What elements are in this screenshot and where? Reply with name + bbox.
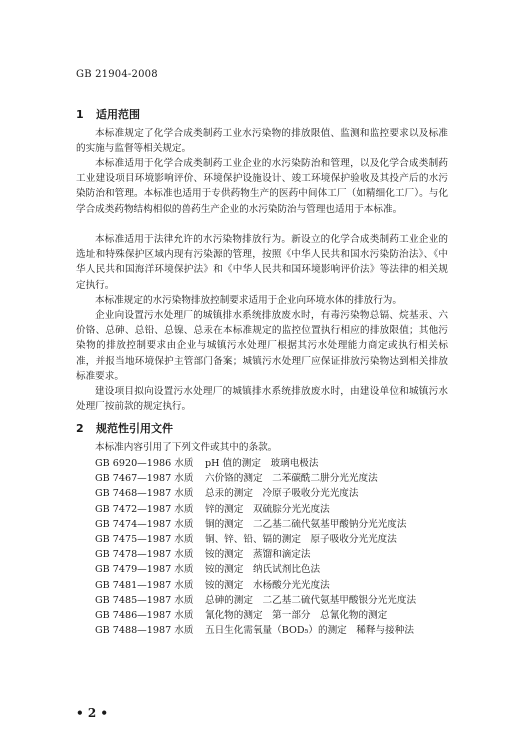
reference-title: 铵的测定 纳氏试剂比色法 <box>205 564 321 576</box>
reference-code: GB 7467—1987 水质 <box>95 473 194 485</box>
reference-code: GB 7479—1987 水质 <box>95 564 194 576</box>
section-number: 1 <box>76 108 84 121</box>
reference-item <box>95 502 416 517</box>
reference-item <box>95 562 416 577</box>
section-heading-references <box>76 420 173 436</box>
paragraph: 本标准适用于化学合成类制药工业企业的水污染防治和管理，以及化学合成类制药工业建设项目环境影响评价、环境保护设施设计、竣工环境保护验收及其投产后的水污染防治和管理。本标准也适用于专供药物生产的医药中间体工厂（如精细化工厂）。与化学合成类药物结构相似的兽药生产企业的水污染防治与管理也适用于本标准。 <box>76 158 448 215</box>
document-header: GB 21904-2008 <box>76 69 158 80</box>
reference-title: 铵的测定 蒸馏和滴定法 <box>205 549 311 561</box>
section-title: 适用范围 <box>96 108 140 121</box>
reference-item <box>95 593 416 608</box>
reference-item <box>95 532 416 547</box>
reference-item <box>95 547 416 562</box>
reference-code: GB 7485—1987 水质 <box>95 594 194 606</box>
reference-code: GB 6920—1986 水质 <box>95 458 194 469</box>
reference-title: 铜、锌、铅、镉的测定 原子吸收分光光度法 <box>205 534 397 546</box>
section-title: 规范性引用文件 <box>96 422 173 435</box>
reference-code: GB 7468—1987 水质 <box>95 488 194 500</box>
section-number: 2 <box>76 422 84 435</box>
paragraph: 本标准规定的水污染物排放控制要求适用于企业向环境水体的排放行为。 <box>95 295 402 306</box>
reference-title: 总汞的测定 冷原子吸收分光光度法 <box>205 488 359 500</box>
paragraph: 本标准规定了化学合成类制药工业水污染物的排放限值、监测和监控要求以及标准的实施与监督等相关规定。 <box>76 128 448 155</box>
reference-title: 氰化物的测定 第一部分 总氰化物的测定 <box>205 610 388 622</box>
reference-code: GB 7478—1987 水质 <box>95 549 194 561</box>
reference-code: GB 7488—1987 水质 <box>95 625 194 637</box>
reference-item <box>95 471 416 486</box>
reference-item <box>95 456 416 471</box>
reference-title: 总砷的测定 二乙基二硫代氨基甲酸银分光光度法 <box>205 594 417 606</box>
reference-code: GB 7486—1987 水质 <box>95 610 194 622</box>
reference-title: 六价铬的测定 二苯碳酰二肼分光光度法 <box>205 473 378 485</box>
reference-item <box>95 517 416 532</box>
page-number: • 2 • <box>76 706 109 720</box>
paragraph: 本标准适用于法律允许的水污染物排放行为。新设立的化学合成类制药工业企业的选址和特殊保护区域内现有污染源的管理，按照《中华人民共和国水污染防治法》、《中华人民共和国海洋环境保护法》和《中华人民共和国环境影响评价法》等法律的相关规定执行。 <box>76 234 448 291</box>
paragraph: 企业向设置污水处理厂的城镇排水系统排放废水时，有毒污染物总镉、烷基汞、六价铬、总砷、总铅、总镍、总汞在本标准规定的监控位置执行相应的排放限值；其他污染物的排放控制要求由企业与城镇污水处理厂根据其污水处理能力商定或执行相关标准，并报当地环境保护主管部门备案；城镇污水处理厂应保证排放污染物达到相关排放标准要求。 <box>76 310 448 382</box>
reference-title: 锌的测定 双硫腙分光光度法 <box>205 503 330 515</box>
reference-title: 五日生化需氧量（BOD₅）的测定 稀释与接种法 <box>205 625 414 637</box>
references-intro: 本标准内容引用了下列文件或其中的条款。 <box>95 442 278 453</box>
reference-code: GB 7474—1987 水质 <box>95 518 194 530</box>
paragraph: 建设项目拟向设置污水处理厂的城镇排水系统排放废水时，由建设单位和城镇污水处理厂按前款的规定执行。 <box>76 386 448 413</box>
reference-item <box>95 623 416 638</box>
reference-item <box>95 578 416 593</box>
reference-title: pH 值的测定 玻璃电极法 <box>205 458 319 469</box>
reference-item <box>95 486 416 501</box>
reference-title: 铜的测定 二乙基二硫代氨基甲酸钠分光光度法 <box>205 518 407 530</box>
reference-code: GB 7481—1987 水质 <box>95 579 194 591</box>
section-heading-scope <box>76 106 140 122</box>
reference-title: 铵的测定 水杨酸分光光度法 <box>205 579 330 591</box>
reference-list <box>95 456 416 638</box>
reference-code: GB 7475—1987 水质 <box>95 534 194 546</box>
reference-code: GB 7472—1987 水质 <box>95 503 194 515</box>
reference-item <box>95 608 416 623</box>
